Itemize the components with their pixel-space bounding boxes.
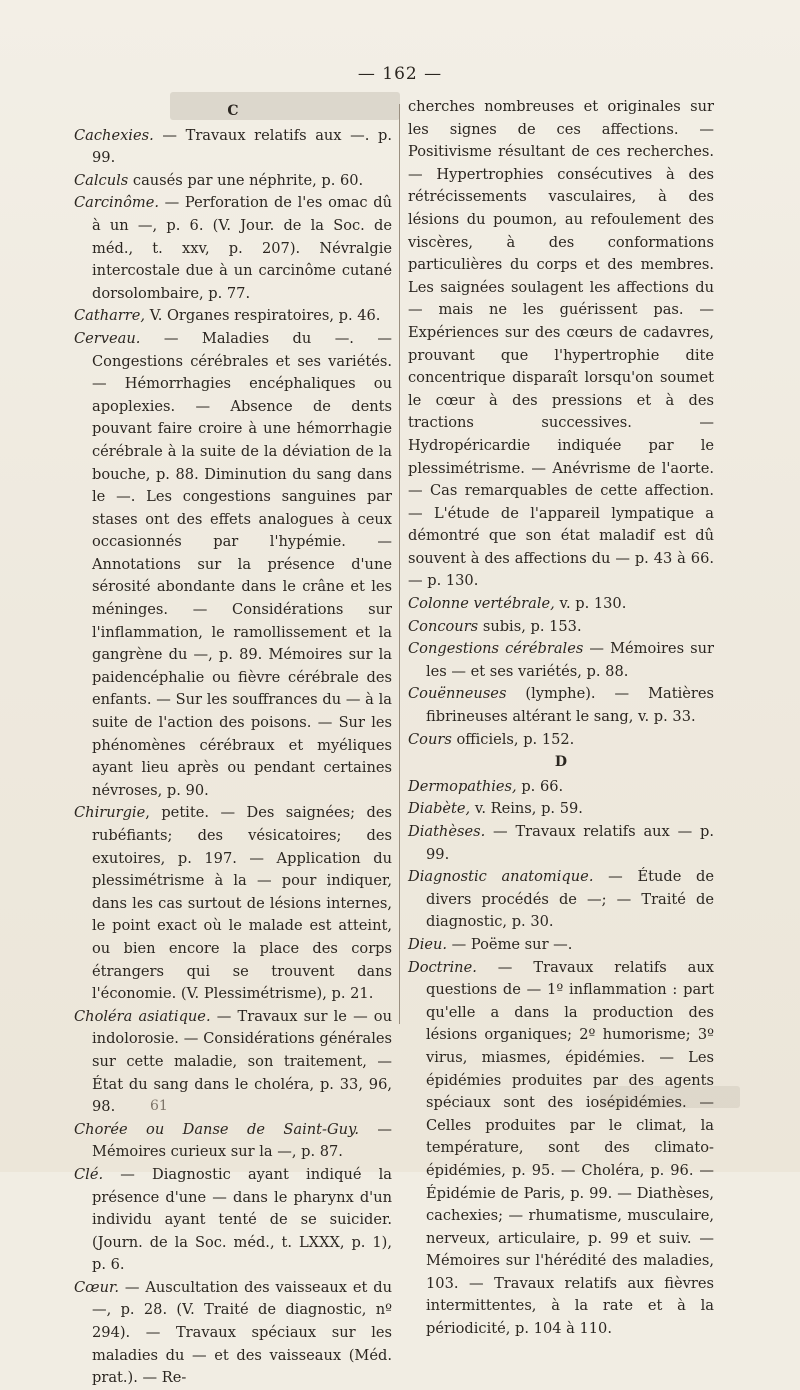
right-entry-list-d [408, 776, 714, 1341]
entry-body: — Travaux sur le — ou indolorosie. — Considérations générales sur cette maladie, son traitement, — État du sang dans le choléra, p. 33, 96, 98. [92, 1007, 392, 1116]
entry-heading: Dermopathies, [408, 777, 517, 795]
index-entry [74, 802, 392, 1005]
right-column [408, 96, 714, 1341]
entry-body: v. Reins, p. 59. [470, 800, 583, 818]
index-entry [74, 1006, 392, 1119]
entry-heading: Cachexies. [74, 126, 154, 144]
right-entry-list-c [408, 593, 714, 751]
index-entry [408, 638, 714, 683]
bleed-through-mark: 61 [150, 1098, 168, 1114]
entry-heading: Doctrine. [408, 958, 477, 976]
entry-heading: Clé. [74, 1165, 104, 1183]
entry-heading: Chorée ou Danse de Saint-Guy. [74, 1120, 359, 1138]
entry-body: — Travaux relatifs aux —. p. 99. [92, 126, 392, 167]
index-entry [74, 1164, 392, 1277]
left-entry-list [74, 125, 392, 1390]
index-entry [74, 305, 392, 328]
index-entry [408, 934, 714, 957]
entry-heading: Concours [408, 617, 479, 635]
index-entry [408, 866, 714, 934]
section-letter-c: C [227, 103, 239, 119]
index-entry [408, 798, 714, 821]
column-divider [399, 104, 400, 1024]
entry-body: (lymphe). — Matières fibrineuses altérant le sang, v. p. 33. [426, 685, 714, 726]
entry-body: v. p. 130. [554, 595, 627, 613]
entry-heading: Cerveau. [74, 329, 141, 347]
entry-body: — Mémoires curieux sur la —, p. 87. [92, 1120, 393, 1161]
entry-body: — Étude de divers procédés de —; — Traité de diagnostic, p. 30. [426, 868, 715, 931]
entry-body: — Poëme sur —. [447, 935, 573, 953]
index-entry [408, 957, 714, 1341]
entry-body: causés par une néphrite, p. 60. [128, 171, 364, 189]
index-entry [408, 776, 714, 799]
entry-body: — Mémoires sur les — et ses variétés, p. 88. [426, 640, 714, 680]
entry-heading: Cœur. [74, 1278, 120, 1296]
entry-heading: Colonne vertébrale, [408, 595, 555, 613]
entry-body: — Maladies du —. — Congestions cérébrales et ses variétés. — Hémorrhagies encéphaliques ou apoplexies. — Absence de dents pouvant faire croire à une hémorrhagie cérébrale à la suite de la déviation de la bouche, p. 88. Diminution du sang dans le —. Les congestions sanguines par stases ont des effets analogues à ceux occasionnés par l'hypémie. — Annotations sur la présence d'une sérosité abondante dans le crâne et les méninges. — Considérations sur l'inflammation, le ramollissement et la gangrène du —, p. 89. Mémoires sur la paidencéphalie ou fièvre cérébrale des enfants. — Sur les souffrances du — à la suite de l'action des poisons. — Sur les phénomènes cérébraux et myéliques ayant lieu après ou pendant certaines névroses, p. 90. [92, 329, 392, 799]
section-letter-d: D [554, 754, 568, 771]
entry-heading: Calculs [74, 171, 129, 189]
entry-heading: Diagnostic anatomique. [408, 868, 594, 886]
entry-heading: Couënneuses [408, 685, 507, 703]
continued-entry-text: cherches nombreuses et originales sur les signes de ces affections. — Positivisme résultant de ces recherches. — Hypertrophies consécutives à des rétrécissements vasculaires, à des lésions du poumon, au refoulement des viscères, à des conformations particulières du corps et des membres. Les saignées soulagent les affections du — mais ne les guérissent pas. — Expériences sur des cœurs de cadavres, prouvant que l'hypertrophie dite concentrique disparaît lorsqu'on soumet le cœur à des pressions et à des tractions successives. — Hydropéricardie indiquée par le plessimétrisme. — Anévrisme de l'aorte. — Cas remarquables de cette affection. — L'étude de l'appareil lympatique a démontré que son état maladif est dû souvent à des affections du — p. 43 à 66. — p. 130. [408, 98, 714, 590]
entry-heading: Carcinôme. [74, 194, 159, 212]
left-column [74, 100, 392, 1390]
index-entry [408, 616, 714, 639]
entry-body: — Diagnostic ayant indiqué la présence d'une — dans le pharynx d'un individu ayant tenté de se suicider. (Journ. de la Soc. méd., t. LXXX, p. 1), p. 6. [92, 1165, 392, 1274]
bleed-through-stain [600, 1086, 740, 1108]
index-entry [408, 593, 714, 616]
index-entry [408, 821, 714, 866]
index-entry [74, 1119, 392, 1164]
entry-body: officiels, p. 152. [451, 730, 575, 748]
entry-body: — Perforation de l'es omac dû à un —, p. 6. (V. Jour. de la Soc. de méd., t. xxv, p. 207). Névralgie intercostale due à un carcinôme cutané dorsolombaire, p. 77. [92, 194, 392, 302]
entry-body: , petite. — Des saignées; des rubéfiants; des vésicatoires; des exutoires, p. 197. — Application du plessimétrisme à la — pour indiquer, dans les cas surtout de lésions internes, le point exact où le malade est atteint, ou bien encore la place des corps étrangers qui se trouvent dans l'économie. (V. Plessimétrisme), p. 21. [92, 804, 392, 1003]
entry-body: — Auscultation des vaisseaux et du —, p. 28. (V. Traité de diagnostic, nº 294). — Travaux spéciaux sur les maladies du — et des vaisseaux (Méd. prat.). — Re- [92, 1278, 392, 1387]
entry-body: — Travaux relatifs aux — p. 99. [426, 823, 714, 863]
index-entry [74, 328, 392, 802]
index-entry [74, 1277, 392, 1390]
entry-heading: Dieu. [408, 935, 448, 953]
entry-body: p. 66. [516, 777, 564, 795]
page-number: — 162 — [357, 64, 443, 84]
index-entry [74, 125, 392, 170]
index-entry [74, 170, 392, 193]
entry-heading: Catharre, [74, 307, 146, 325]
entry-heading: Choléra asiatique. [74, 1007, 211, 1025]
entry-heading: Diabète, [408, 800, 471, 818]
entry-body: V. Organes respiratoires, p. 46. [145, 307, 381, 325]
index-entry [408, 683, 714, 728]
entry-heading: Chirurgie [74, 804, 146, 822]
index-entry [408, 729, 714, 752]
entry-body: — Travaux relatifs aux questions de — 1º inflammation : part qu'elle a dans la production des lésions organiques; 2º humorisme; 3º virus, miasmes, épidémies. — Les épidémies produites par des agents spéciaux sont des iosépidémies. — Celles produites par le climat, la température, sont des climato-épidémies, p. 95. — Choléra, p. 96. — Épidémie de Paris, p. 99. — Diathèses, cachexies; — rhumatisme, musculaire, nerveux, articulaire, p. 99 et suiv. — Mémoires sur l'hérédité des maladies, 103. — Travaux relatifs aux fièvres intermittentes, à la rate et à la périodicité, p. 104 à 110. [426, 958, 714, 1338]
entry-heading: Congestions cérébrales [408, 640, 584, 658]
index-entry [74, 192, 392, 305]
entry-heading: Cours [408, 730, 452, 748]
entry-heading: Diathèses. [408, 823, 486, 840]
entry-body: subis, p. 153. [478, 617, 582, 635]
